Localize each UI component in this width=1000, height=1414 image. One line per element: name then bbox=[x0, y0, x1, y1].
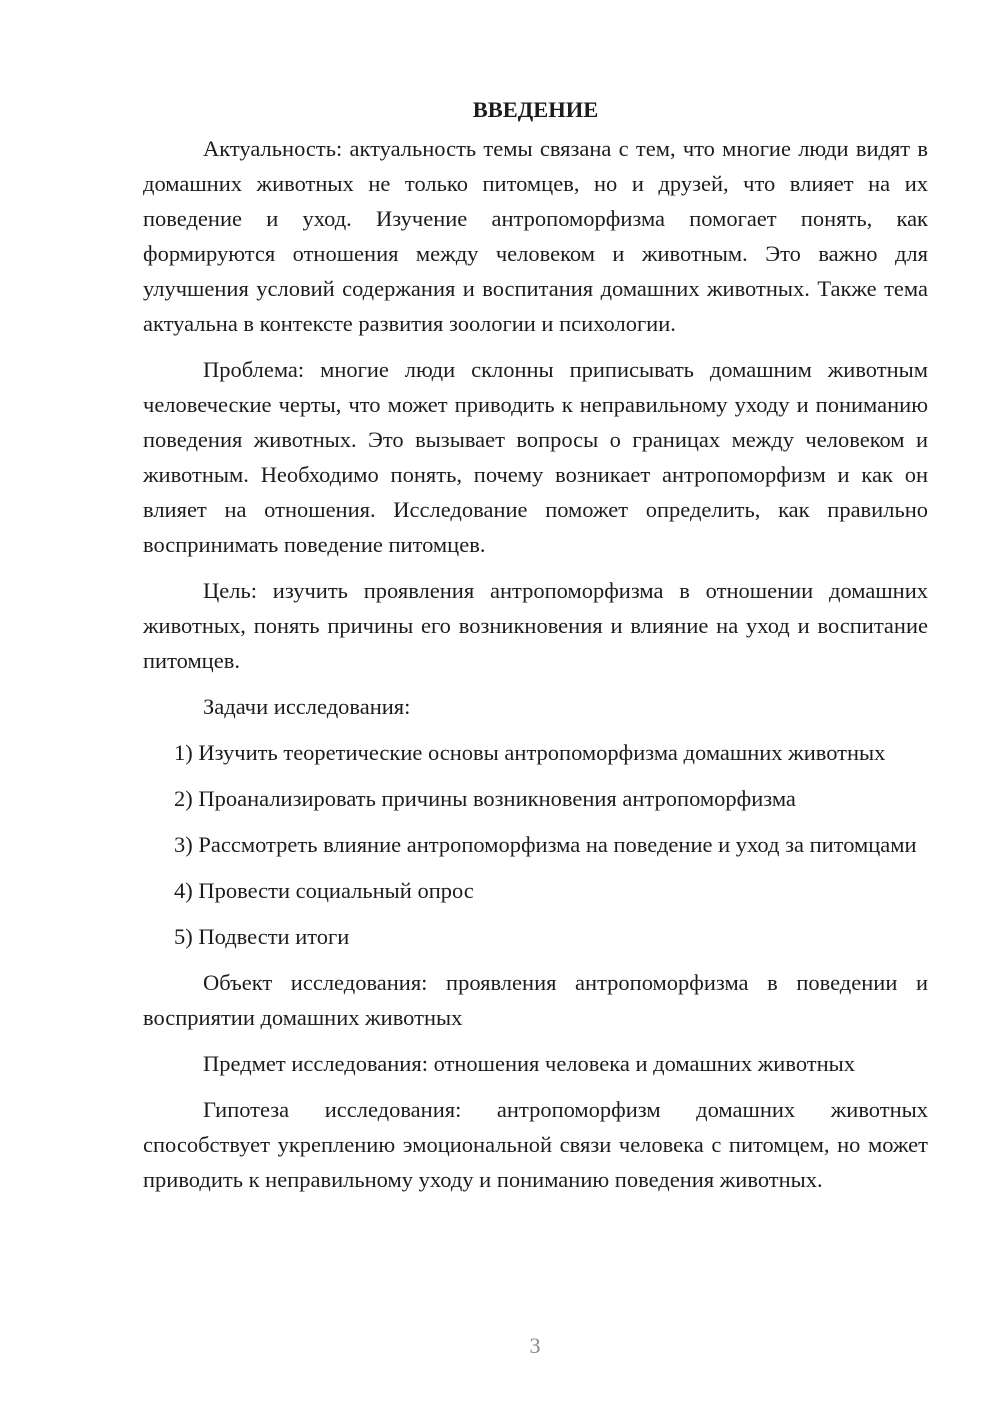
section-heading: ВВЕДЕНИЕ bbox=[472, 97, 599, 122]
tasks-title: Задачи исследования: bbox=[203, 694, 411, 719]
task-item-5: 5) Подвести итоги bbox=[174, 924, 350, 949]
page-content bbox=[143, 92, 928, 1208]
hypothesis-paragraph: Гипотеза исследования: антропоморфизм домашних животных способствует укреплению эмоциональной связи человека с питомцем, но может приводить к неправильному уходу и пониманию поведения животных. bbox=[143, 1097, 928, 1192]
relevance-paragraph: Актуальность: актуальность темы связана с тем, что многие люди видят в домашних животных не только питомцев, но и друзей, что влияет на их поведение и уход. Изучение антропоморфизма помогает понять, как формируются отношения между человеком и животным. Это важно для улучшения условий содержания и воспитания домашних животных. Также тема актуальна в контексте развития зоологии и психологии. bbox=[143, 136, 928, 336]
object-paragraph: Объект исследования: проявления антропоморфизма в поведении и восприятии домашних животных bbox=[143, 970, 928, 1030]
task-item-4: 4) Провести социальный опрос bbox=[174, 878, 474, 903]
goal-paragraph: Цель: изучить проявления антропоморфизма в отношении домашних животных, понять причины его возникновения и влияние на уход и воспитание питомцев. bbox=[143, 578, 928, 673]
task-item-3: 3) Рассмотреть влияние антропоморфизма на поведение и уход за питомцами bbox=[174, 832, 917, 857]
subject-paragraph: Предмет исследования: отношения человека и домашних животных bbox=[203, 1051, 856, 1076]
page-number: 3 bbox=[529, 1333, 541, 1358]
task-item-2: 2) Проанализировать причины возникновения антропоморфизма bbox=[174, 786, 796, 811]
task-item-1: 1) Изучить теоретические основы антропоморфизма домашних животных bbox=[174, 740, 886, 765]
problem-paragraph: Проблема: многие люди склонны приписывать домашним животным человеческие черты, что может приводить к неправильному уходу и пониманию поведения животных. Это вызывает вопросы о границах между человеком и животным. Необходимо понять, почему возникает антропоморфизм и как он влияет на отношения. Исследование поможет определить, как правильно воспринимать поведение питомцев. bbox=[143, 357, 928, 557]
